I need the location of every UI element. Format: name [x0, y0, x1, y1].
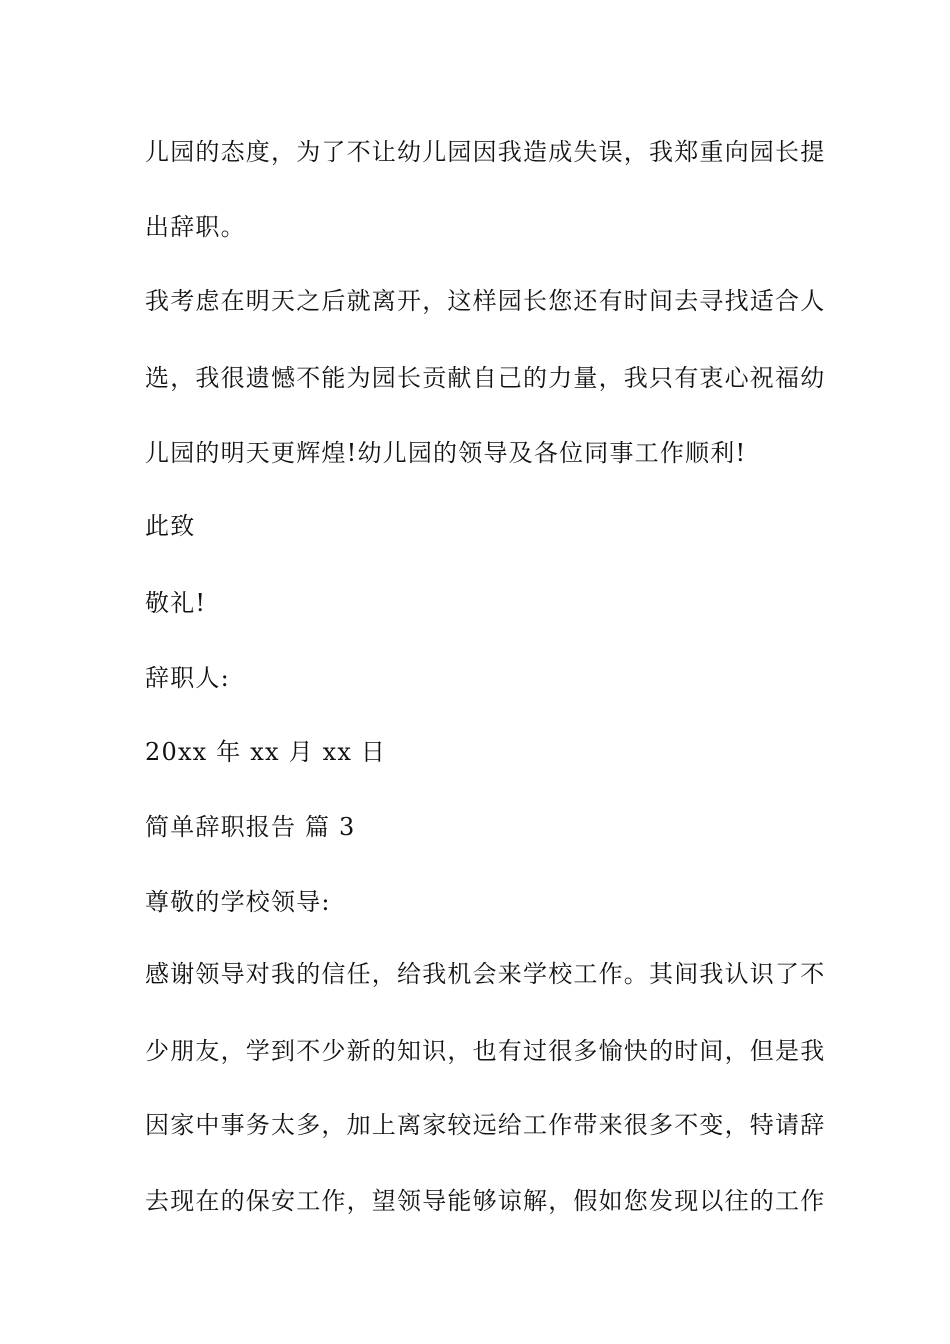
text-line: 感谢领导对我的信任，给我机会来学校工作。其间我认识了不	[145, 960, 826, 988]
text-line: 出辞职。	[145, 213, 246, 241]
text-line: 少朋友，学到不少新的知识，也有过很多愉快的时间，但是我	[145, 1037, 826, 1065]
text-line: 儿园的态度，为了不让幼儿园因我造成失误，我郑重向园长提	[145, 138, 826, 166]
date-line: 20xx 年 xx 月 xx 日	[145, 738, 387, 766]
text-line: 因家中事务太多，加上离家较远给工作带来很多不变，特请辞	[145, 1111, 826, 1139]
text-line: 去现在的保安工作，望领导能够谅解，假如您发现以往的工作	[145, 1187, 826, 1215]
section-heading: 简单辞职报告 篇 3	[145, 813, 356, 841]
text-line: 儿园的明天更辉煌!幼儿园的领导及各位同事工作顺利!	[145, 439, 747, 467]
salutation: 敬礼!	[145, 589, 207, 617]
greeting: 尊敬的学校领导:	[145, 888, 331, 916]
signature-label: 辞职人:	[145, 664, 230, 692]
text-line: 我考虑在明天之后就离开，这样园长您还有时间去寻找适合人	[145, 287, 826, 315]
closing-phrase: 此致	[145, 512, 196, 540]
text-line: 选，我很遗憾不能为园长贡献自己的力量，我只有衷心祝福幼	[145, 364, 826, 392]
